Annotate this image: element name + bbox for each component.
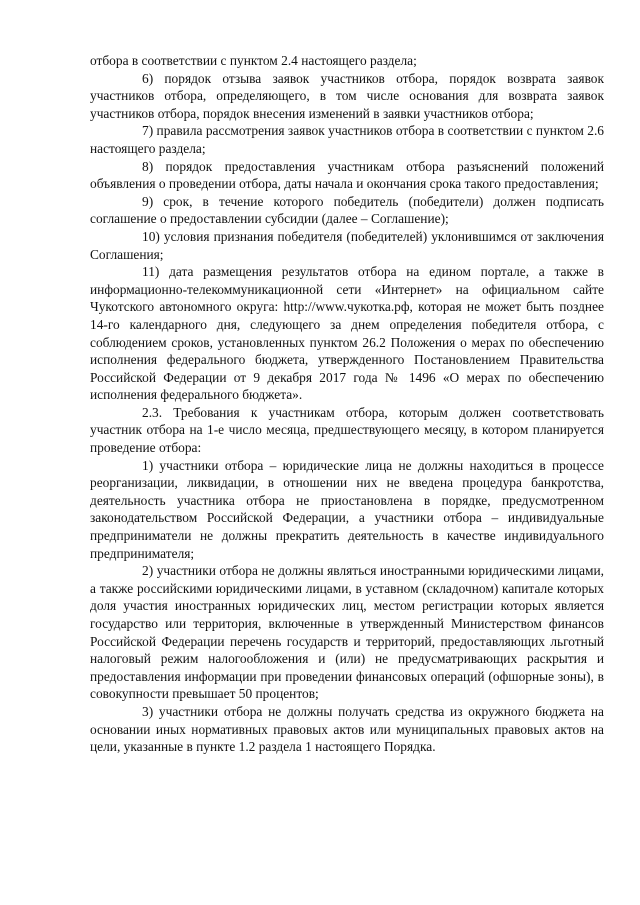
- paragraph-section-2-3: 2.3. Требования к участникам отбора, которым должен соответствовать участник отбора на 1-е число месяца, предшествующего месяцу, в котором планируется проведение отбора:: [90, 404, 604, 456]
- paragraph-item-7: 7) правила рассмотрения заявок участников отбора в соответствии с пунктом 2.6 настоящего раздела;: [90, 123, 604, 156]
- paragraph-continuation: отбора в соответствии с пунктом 2.4 настоящего раздела;: [90, 53, 417, 68]
- paragraph-requirement-1: 1) участники отбора – юридические лица не должны находиться в процессе реорганизации, ликвидации, в отношении них не введена процедура банкротства, деятельность участника отбора не приостановлена в порядке, предусмотренном законодательством Российской Федерации, а участники отбора – индивидуальные предприниматели не должны прекратить деятельность в качестве индивидуального предпринимателя;: [90, 457, 604, 561]
- paragraph-item-10: 10) условия признания победителя (победителей) уклонившимся от заключения Соглашения;: [90, 228, 604, 262]
- paragraph-requirement-2: 2) участники отбора не должны являться иностранными юридическими лицами, а также российскими юридическими лицами, в уставном (складочном) капитале которых доля участия иностранных юридических лиц, местом регистрации которых является государство или территория, включенные в утвержденный Министерством финансов Российской Федерации перечень государств и территорий, предоставляющих льготный налоговый режим налогообложения и (или) не предусматривающих раскрытия и предоставления информации при проведении финансовых операций (офшорные зоны), в совокупности превышает 50 процентов;: [90, 563, 604, 702]
- paragraph-item-11: 11) дата размещения результатов отбора на едином портале, а также в информационно-телекоммуникационной сети «Интернет» на официальном сайте Чукотского автономного округа: http://www.чукотка.рф, которая не может быть позднее 14-го календарного дня, следующего за днем определения победителя отбора, с соблюдением сроков, установленных пунктом 26.2 Положения о мерах по обеспечению исполнения федерального бюджета, утвержденного Постановлением Правительства Российской Федерации от 9 декабря 2017 года № 1496 «О мерах по обеспечению исполнения федерального бюджета».: [90, 264, 604, 403]
- paragraph-item-8: 8) порядок предоставления участникам отбора разъяснений положений объявления о проведении отбора, даты начала и окончания срока такого предоставления;: [90, 158, 604, 192]
- paragraph-item-9: 9) срок, в течение которого победитель (победители) должен подписать соглашение о предоставлении субсидии (далее – Соглашение);: [90, 193, 604, 227]
- paragraph-item-6: 6) порядок отзыва заявок участников отбора, порядок возврата заявок участников отбора, определяющего, в том числе основания для возврата заявок участников отбора, порядок внесения изменений в заявки участников отбора;: [90, 70, 604, 121]
- paragraph-requirement-3: 3) участники отбора не должны получать средства из окружного бюджета на основании иных нормативных правовых актов или муниципальных правовых актов на цели, указанные в пункте 1.2 раздела 1 настоящего Порядка.: [90, 703, 604, 755]
